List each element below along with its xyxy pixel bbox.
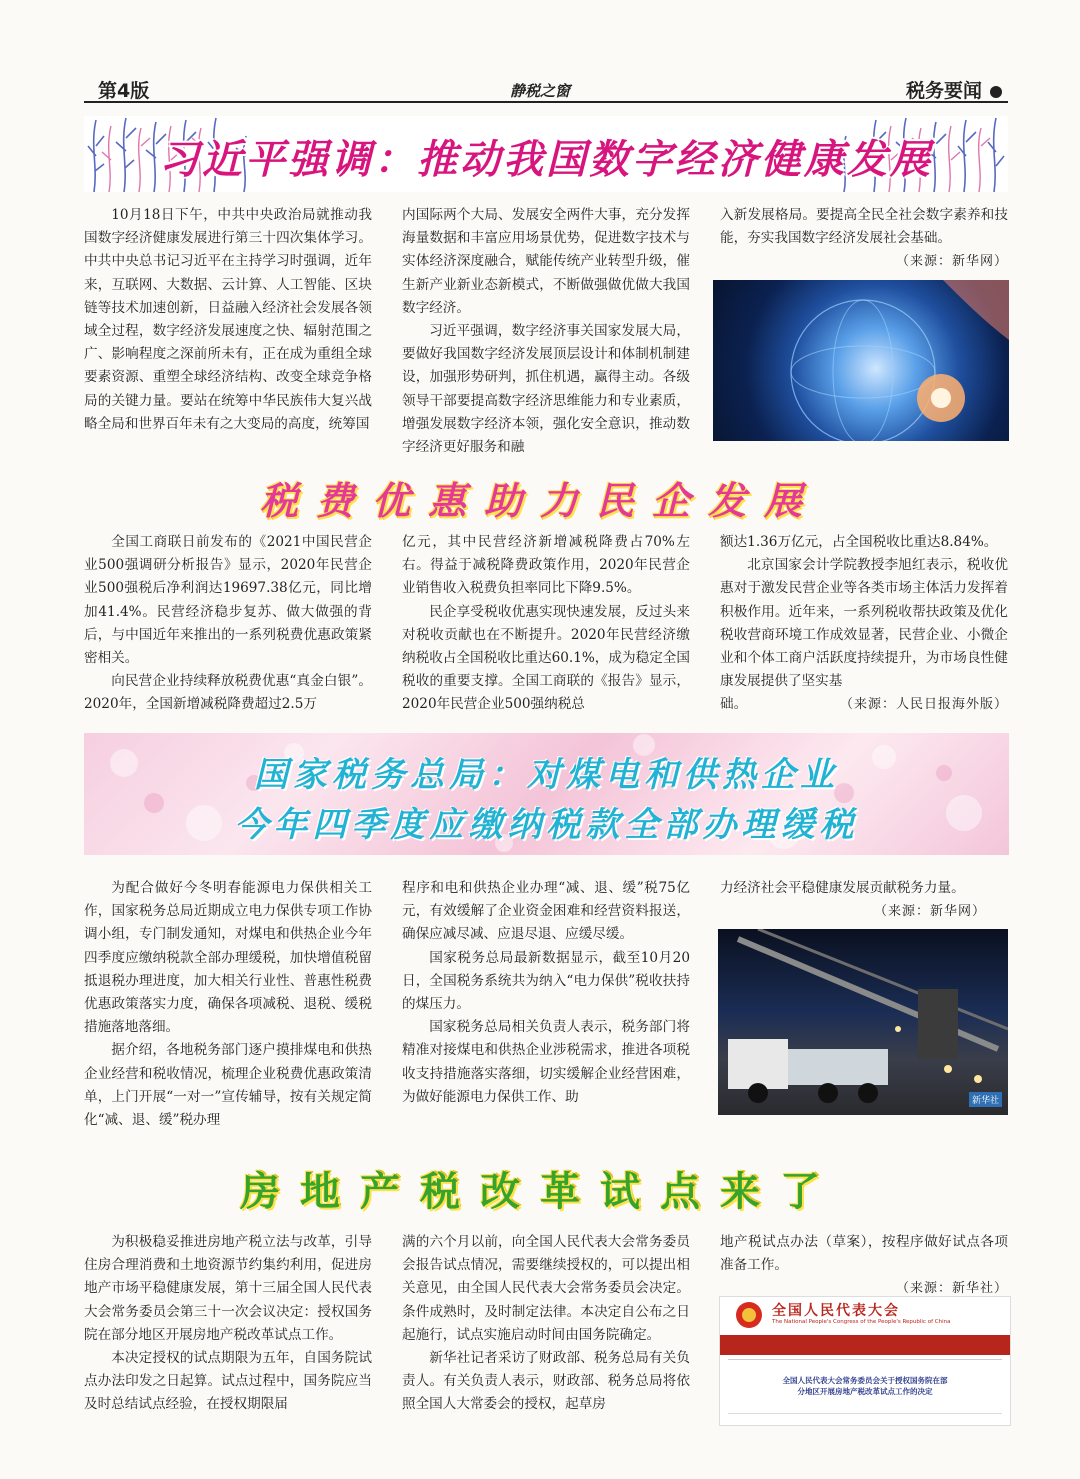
article4-column-1 — [84, 1231, 372, 1417]
article1-paragraph: 入新发展格局。要提高全民全社会数字素养和技能，夯实我国数字经济发展社会基础。 — [720, 207, 1008, 247]
article3-paragraph: 为配合做好今冬明春能源电力保供相关工作，国家税务总局近期成立电力保供专项工作协调小组，专门制发通知，对煤电和供热企业今年四季度应缴纳税款全部办理缓税，加快增值税留抵退税办理进度，加大相关行业性、普惠性税费优惠政策落实力度，确保各项减税、退税、缓税措施落地落细。 — [84, 880, 372, 1036]
npc-document-title: 全国人民代表大会常务委员会关于授权国务院在部分地区开展房地产税改革试点工作的决定 — [782, 1376, 948, 1396]
npc-divider — [728, 1359, 1002, 1360]
article4-paragraph: 为积极稳妥推进房地产税立法与改革，引导住房合理消费和土地资源节约集约利用，促进房地产市场平稳健康发展，第十三届全国人民代表大会常务委员会第三十一次会议决定：授权国务院在部分地区开展房地产税改革试点工作。 — [84, 1234, 372, 1343]
npc-title: 全国人民代表大会 — [772, 1303, 900, 1319]
npc-footer-line — [728, 1413, 1002, 1414]
npc-header — [720, 1297, 1010, 1333]
article3-paragraph: 国家税务总局相关负责人表示，税务部门将精准对接煤电和供热企业涉税需求，推进各项税收支持措施落实落细，切实缓解企业经营困难，为做好能源电力保供工作、助 — [402, 1019, 690, 1105]
article4-paragraph: 新华社记者采访了财政部、税务总局有关负责人。有关负责人表示，财政部、税务总局将依照全国人大常委会的授权，起草房 — [402, 1350, 690, 1413]
article1-paragraph: 内国际两个大局、发展安全两件大事，充分发挥海量数据和丰富应用场景优势，促进数字技术与实体经济深度融合，赋能传统产业转型升级，催生新产业新业态新模式，不断做强做优做大我国数字经济。 — [402, 207, 690, 316]
article2-paragraph: 额达1.36万亿元，占全国税收比重达8.84%。 — [720, 534, 998, 550]
article1-column-1 — [84, 204, 372, 436]
photo-watermark: 新华社 — [969, 1092, 1002, 1107]
article1-paragraph: 习近平强调，数字经济事关国家发展大局，要做好我国数字经济发展顶层设计和体制机制建设，加强形势研判，抓住机遇，赢得主动。各级领导干部要提高数字经济思维能力和专业素质，增强发展数字经济本领，强化安全意识，推动数字经济更好服务和融 — [402, 323, 690, 456]
article1-column-2 — [402, 204, 690, 459]
article2-title: 税费优惠助力民企发展 — [259, 478, 820, 523]
article4-column-2 — [402, 1231, 690, 1417]
globe-icon — [713, 280, 1009, 441]
article4-paragraph: 本决定授权的试点期限为五年，自国务院试点办法印发之日起算。试点过程中，国务院应当及时总结试点经验，在授权期限届 — [84, 1350, 372, 1413]
page-number: 第4版 — [98, 80, 150, 102]
npc-nav-bar — [720, 1335, 1010, 1355]
article4-source: （来源：新华社） — [895, 1281, 1008, 1297]
section-name — [906, 76, 1002, 103]
article2-paragraph: 亿元，其中民营经济新增减税降费占70%左右。得益于减税降费政策作用，2020年民营企业销售收入税费负担率同比下降9.5%。 — [402, 534, 690, 597]
article3-paragraph: 国家税务总局最新数据显示，截至10月20日，全国税务系统共为纳入“电力保供”税收扶持的煤压力。 — [402, 949, 690, 1013]
article3-title-line1: 国家税务总局：对煤电和供热企业 — [254, 755, 839, 795]
article3-column-3 — [720, 877, 1008, 923]
npc-website-screenshot — [719, 1296, 1011, 1426]
article1-banner — [84, 116, 1008, 192]
article2-source: （来源：人民日报海外版） — [839, 697, 1008, 713]
article2-column-3 — [720, 531, 1008, 717]
article2-paragraph: 全国工商联日前发布的《2021中国民营企业500强调研分析报告》显示，2020年民营企业500强税后净利润达19697.38亿元，同比增加41.4%。民营经济稳步复苏、做大做强的背后，与中国近年来推出的一系列税费优惠政策紧密相关。 — [84, 534, 372, 667]
article3-column-1 — [84, 877, 372, 1132]
national-emblem-icon — [734, 1300, 764, 1330]
truck-crane-icon — [718, 929, 1008, 1115]
article2-paragraph: 向民营企业持续释放税费优惠“真金白银”。2020年，全国新增减税降费超过2.5万 — [84, 673, 372, 713]
article3-title-line2: 今年四季度应缴纳税款全部办理缓税 — [234, 805, 859, 845]
bullet-icon — [990, 86, 1002, 98]
section-label: 税务要闻 — [905, 80, 982, 102]
npc-subtitle: The National People's Congress of the People's Republic of China — [772, 1319, 951, 1325]
article3-paragraph: 程序和电和供热企业办理“减、退、缓”税75亿元，有效缓解了企业资金困难和经营资料报送，确保应减尽减、应退尽退、应缓尽缓。 — [402, 880, 690, 943]
article1-column-3 — [720, 204, 1008, 274]
article4-column-3 — [720, 1231, 1008, 1301]
article2-column-2 — [402, 531, 690, 717]
article2-paragraph: 民企享受税收优惠实现快速发展，反过头来对税收贡献也在不断提升。2020年民营经济缴纳税收占全国税收比重达60.1%，成为稳定全国税收的重要支撑。全国工商联的《报告》显示，2020年民营企业500强纳税总 — [402, 603, 690, 713]
article2-last-line — [720, 693, 1008, 716]
article3-paragraph: 力经济社会平稳健康发展贡献税务力量。 — [720, 880, 965, 896]
article1-source: （来源：新华网） — [895, 254, 1008, 270]
digital-globe-photo — [713, 280, 1009, 441]
article1-paragraph: 10月18日下午，中共中央政治局就推动我国数字经济健康发展进行第三十四次集体学习。中共中央总书记习近平在主持学习时强调，近年来，互联网、大数据、云计算、人工智能、区块链等技术加速创新，日益融入经济社会发展各领域全过程，数字经济发展速度之快、辐射范围之广、影响程度之深前所未有，正在成为重组全球要素资源、重塑全球经济结构、改变全球竞争格局的关键力量。要站在统筹中华民族伟大复兴战略全局和世界百年未有之大变局的高度，统筹国 — [84, 207, 372, 432]
header-rule — [84, 101, 1008, 103]
article4-title: 房地产税改革试点来了 — [240, 1168, 840, 1215]
article3-banner — [84, 733, 1009, 855]
paper-name: 静税之窗 — [509, 82, 570, 100]
article4-paragraph: 满的六个月以前，向全国人民代表大会常务委员会报告试点情况，需要继续授权的，可以提出相关意见，由全国人民代表大会常务委员会决定。条件成熟时，及时制定法律。本决定自公布之日起施行，试点实施启动时间由国务院确定。 — [402, 1234, 690, 1343]
coal-truck-photo — [718, 929, 1008, 1115]
article3-column-2 — [402, 877, 690, 1109]
article3-paragraph: 据介绍，各地税务部门逐户摸排煤电和供热企业经营和税收情况，梳理企业税费优惠政策清单，上门开展“一对一”宣传辅导，按有关规定简化“减、退、缓”税办理 — [84, 1042, 372, 1129]
article2-paragraph: 北京国家会计学院教授李旭红表示，税收优惠对于激发民营企业等各类市场主体活力发挥着积极作用。近年来，一系列税收帮扶政策及优化税收营商环境工作成效显著，民营企业、小微企业和个体工商户活跃度持续提升，为市场良性健康发展提供了坚实基 — [720, 557, 1008, 690]
article2-column-1 — [84, 531, 372, 717]
article4-paragraph: 地产税试点办法（草案），按程序做好试点各项准备工作。 — [720, 1234, 1008, 1274]
article3-source: （来源：新华网） — [873, 904, 986, 920]
article2-paragraph-end: 础。 — [720, 696, 748, 713]
article1-title: 习近平强调：推动我国数字经济健康发展 — [159, 136, 933, 183]
